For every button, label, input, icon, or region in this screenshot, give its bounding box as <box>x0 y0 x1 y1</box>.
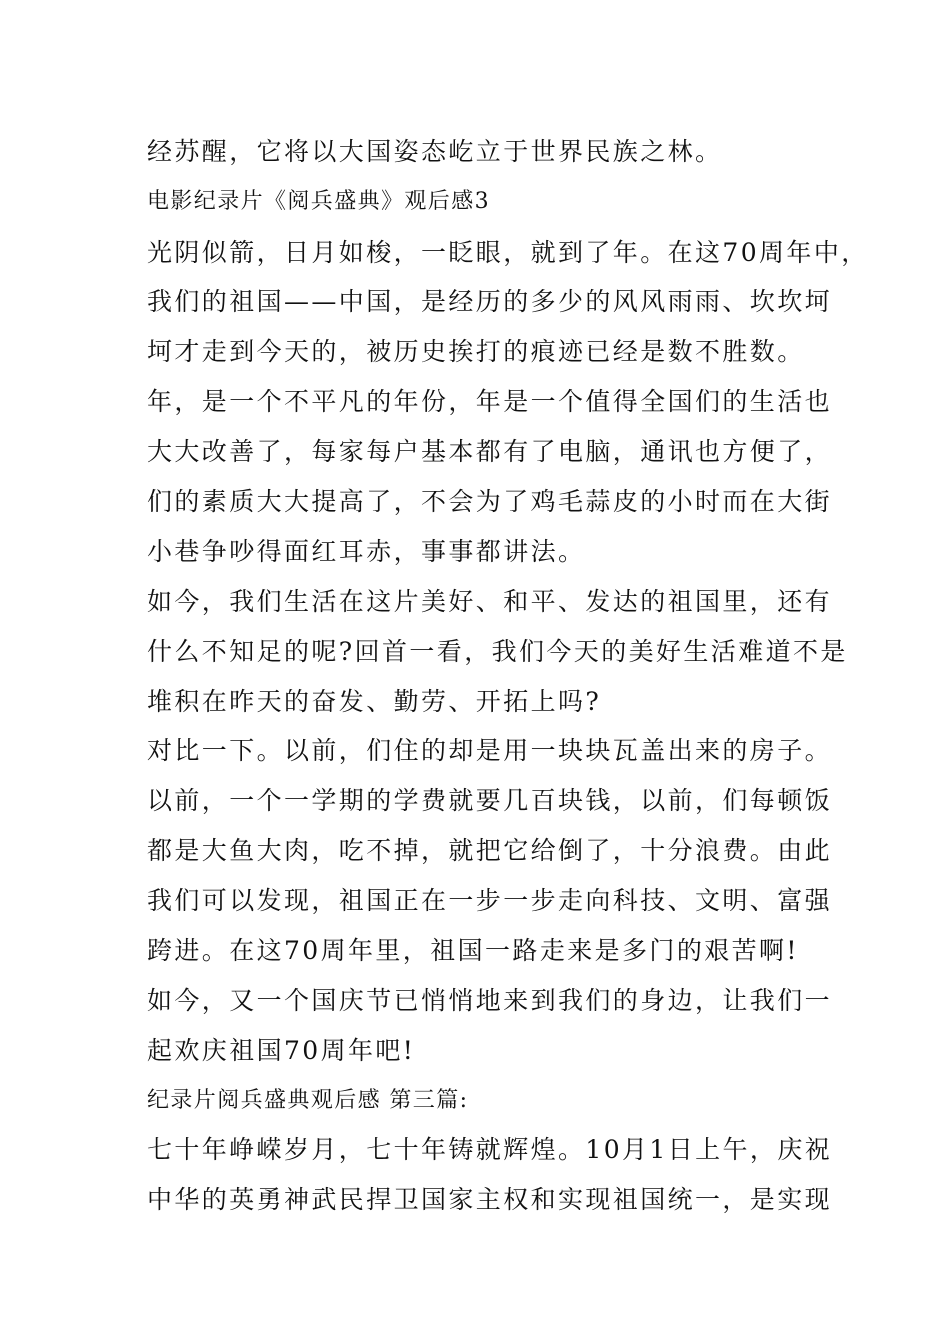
text-line: 跨进。在这70周年里，祖国一路走来是多门的艰苦啊! <box>147 936 799 965</box>
text-line: 小巷争吵得面红耳赤，事事都讲法。 <box>147 537 586 566</box>
text-line: 光阴似箭，日月如梭，一眨眼，就到了年。在这70周年中， <box>147 238 869 267</box>
text-line: 如今，我们生活在这片美好、和平、发达的祖国里，还有 <box>147 587 833 616</box>
text-line: 以前，一个一学期的学费就要几百块钱，以前，们每顿饭 <box>147 786 833 815</box>
text-line: 都是大鱼大肉，吃不掉，就把它给倒了，十分浪费。由此 <box>147 836 833 865</box>
text-line: 年，是一个不平凡的年份，年是一个值得全国们的生活也 <box>147 387 833 416</box>
section-heading: 纪录片阅兵盛典观后感 第三篇: <box>147 1088 469 1113</box>
section-heading: 电影纪录片《阅兵盛典》观后感3 <box>147 189 490 214</box>
text-line: 什么不知足的呢?回首一看，我们今天的美好生活难道不是 <box>147 637 848 666</box>
text-line: 堆积在昨天的奋发、勤劳、开拓上吗? <box>147 687 602 716</box>
text-line: 七十年峥嵘岁月，七十年铸就辉煌。10月1日上午，庆祝 <box>147 1135 833 1164</box>
text-line: 对比一下。以前，们住的却是用一块块瓦盖出来的房子。 <box>147 736 833 765</box>
text-line: 大大改善了，每家每户基本都有了电脑，通讯也方便了， <box>147 437 833 466</box>
text-line: 我们可以发现，祖国正在一步一步走向科技、文明、富强 <box>147 886 833 915</box>
text-line: 我们的祖国——中国，是经历的多少的风风雨雨、坎坎坷 <box>147 287 833 316</box>
text-line: 们的素质大大提高了，不会为了鸡毛蒜皮的小时而在大街 <box>147 487 833 516</box>
text-line: 经苏醒，它将以大国姿态屹立于世界民族之林。 <box>147 137 723 166</box>
text-line: 起欢庆祖国70周年吧! <box>147 1036 416 1065</box>
text-line: 如今，又一个国庆节已悄悄地来到我们的身边，让我们一 <box>147 986 833 1015</box>
text-line: 坷才走到今天的，被历史挨打的痕迹已经是数不胜数。 <box>147 337 805 366</box>
text-line: 中华的英勇神武民捍卫国家主权和实现祖国统一，是实现 <box>147 1185 833 1214</box>
